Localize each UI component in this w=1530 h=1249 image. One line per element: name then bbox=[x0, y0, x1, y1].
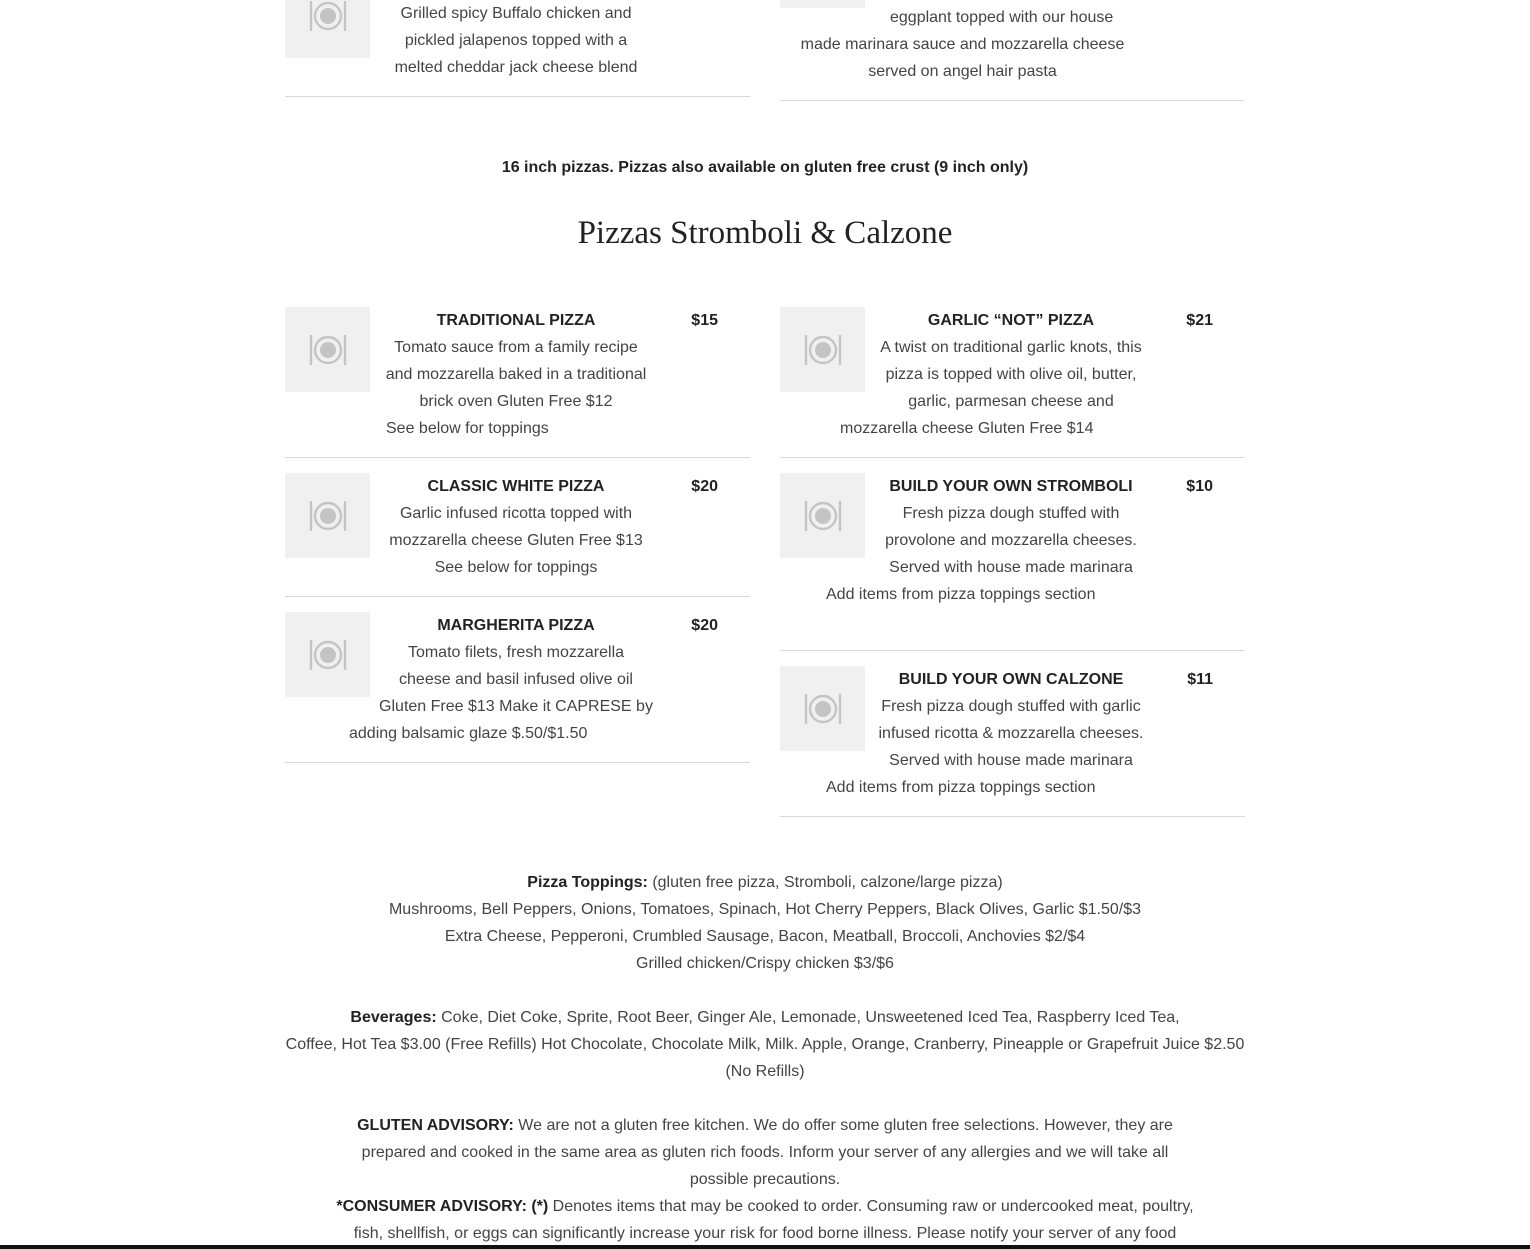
menu-item-margherita-pizza[interactable] bbox=[285, 612, 750, 763]
pizza-toppings-info bbox=[285, 869, 1245, 977]
item-name: TRADITIONAL PIZZA bbox=[436, 312, 596, 329]
menu-item-build-your-own-stromboli[interactable] bbox=[780, 473, 1245, 651]
pizza-size-note: 16 inch pizzas. Pizzas also available on gluten free crust (9 inch only) bbox=[501, 159, 1029, 176]
menu-item-buffalo-partial bbox=[285, 0, 750, 97]
beverages-label: Beverages: bbox=[350, 1009, 437, 1026]
plate-icon bbox=[780, 473, 865, 558]
item-description: eggplant topped with our house made marinara sauce and mozzarella cheese served on angel hair pasta bbox=[800, 9, 1125, 80]
bottom-bar bbox=[0, 1245, 1530, 1249]
menu-item-build-your-own-calzone[interactable] bbox=[780, 666, 1245, 817]
plate-icon bbox=[285, 307, 370, 392]
item-name: BUILD YOUR OWN CALZONE bbox=[898, 671, 1124, 688]
beverages-info: Beverages: Coke, Diet Coke, Sprite, Root Beer, Ginger Ale, Lemonade, Unsweetened Iced Tea, Raspberry Iced Tea, Coffee, Hot Tea $3.00 (Free Refills) Hot Chocolate, Chocolate Milk, Milk. Apple, Orange, Cranberry, Pineapple or Grapefruit Juice $2.50 (No Refills) bbox=[285, 1009, 1245, 1080]
item-name: BUILD YOUR OWN STROMBOLI bbox=[889, 478, 1133, 495]
item-price: $15 bbox=[691, 312, 718, 329]
toppings-label: Pizza Toppings: bbox=[527, 874, 648, 891]
toppings-line: Mushrooms, Bell Peppers, Onions, Tomatoes, Spinach, Hot Cherry Peppers, Black Olives, Garlic $1.50/$3 bbox=[388, 901, 1142, 918]
item-description: Tomato sauce from a family recipe and mozzarella baked in a traditional brick oven Gluten Free $12 See below for toppings bbox=[385, 339, 647, 437]
item-description: Grilled spicy Buffalo chicken and pickled jalapenos topped with a melted cheddar jack cheese blend bbox=[394, 5, 638, 76]
menu-item-classic-white-pizza[interactable] bbox=[285, 473, 750, 597]
menu-page bbox=[285, 0, 1245, 1249]
item-price: $11 bbox=[1187, 671, 1213, 688]
plate-icon bbox=[780, 666, 865, 751]
section-title: Pizzas Stromboli & Calzone bbox=[577, 215, 953, 251]
menu-item-eggplant-partial bbox=[780, 0, 1245, 101]
toppings-intro: (gluten free pizza, Stromboli, calzone/large pizza) bbox=[647, 874, 1003, 891]
menu-item-garlic-not-pizza[interactable] bbox=[780, 307, 1245, 458]
item-name: CLASSIC WHITE PIZZA bbox=[427, 478, 605, 495]
menu-item-traditional-pizza[interactable] bbox=[285, 307, 750, 458]
item-description: Tomato filets, fresh mozzarella cheese and basil infused olive oil Gluten Free $13 Make it CAPRESE by adding balsamic glaze $.50/$1.50 bbox=[349, 644, 653, 742]
toppings-line: Grilled chicken/Crispy chicken $3/$6 bbox=[636, 955, 894, 972]
item-name: GARLIC “NOT” PIZZA bbox=[927, 312, 1095, 329]
plate-icon bbox=[285, 473, 370, 558]
plate-icon bbox=[285, 0, 370, 58]
item-description: A twist on traditional garlic knots, this pizza is topped with olive oil, butter, garlic, parmesan cheese and mozzarella cheese Gluten Free $14 bbox=[840, 339, 1142, 437]
toppings-line: Extra Cheese, Pepperoni, Crumbled Sausage, Bacon, Meatball, Broccoli, Anchovies $2/$4 bbox=[444, 928, 1086, 945]
item-name: MARGHERITA PIZZA bbox=[437, 617, 595, 634]
item-price: $20 bbox=[691, 617, 718, 634]
gluten-label: GLUTEN ADVISORY: bbox=[357, 1117, 514, 1134]
consumer-advisory: *CONSUMER ADVISORY: (*) Denotes items that may be cooked to order. Consuming raw or undercooked meat, poultry, fish, shellfish, or eggs can significantly increase your risk for food borne illness. Please notify your server of any food bbox=[336, 1198, 1194, 1242]
item-price: $20 bbox=[691, 478, 718, 495]
item-description: Garlic infused ricotta topped with mozzarella cheese Gluten Free $13 See below for toppings bbox=[389, 505, 643, 576]
item-description: Fresh pizza dough stuffed with garlic infused ricotta & mozzarella cheeses. Served with house made marinara Add items from pizza toppings section bbox=[826, 698, 1144, 796]
gluten-advisory: GLUTEN ADVISORY: We are not a gluten free kitchen. We do offer some gluten free selections. However, they are prepared and cooked in the same area as gluten rich foods. Inform your server of any allergies and we will take all possible precautions. bbox=[357, 1117, 1173, 1188]
item-price: $21 bbox=[1186, 312, 1213, 329]
item-price: $10 bbox=[1186, 478, 1213, 495]
item-description: Fresh pizza dough stuffed with provolone and mozzarella cheeses. Served with house made marinara Add items from pizza toppings section bbox=[826, 505, 1137, 603]
consumer-label: *CONSUMER ADVISORY: (*) bbox=[336, 1198, 549, 1215]
